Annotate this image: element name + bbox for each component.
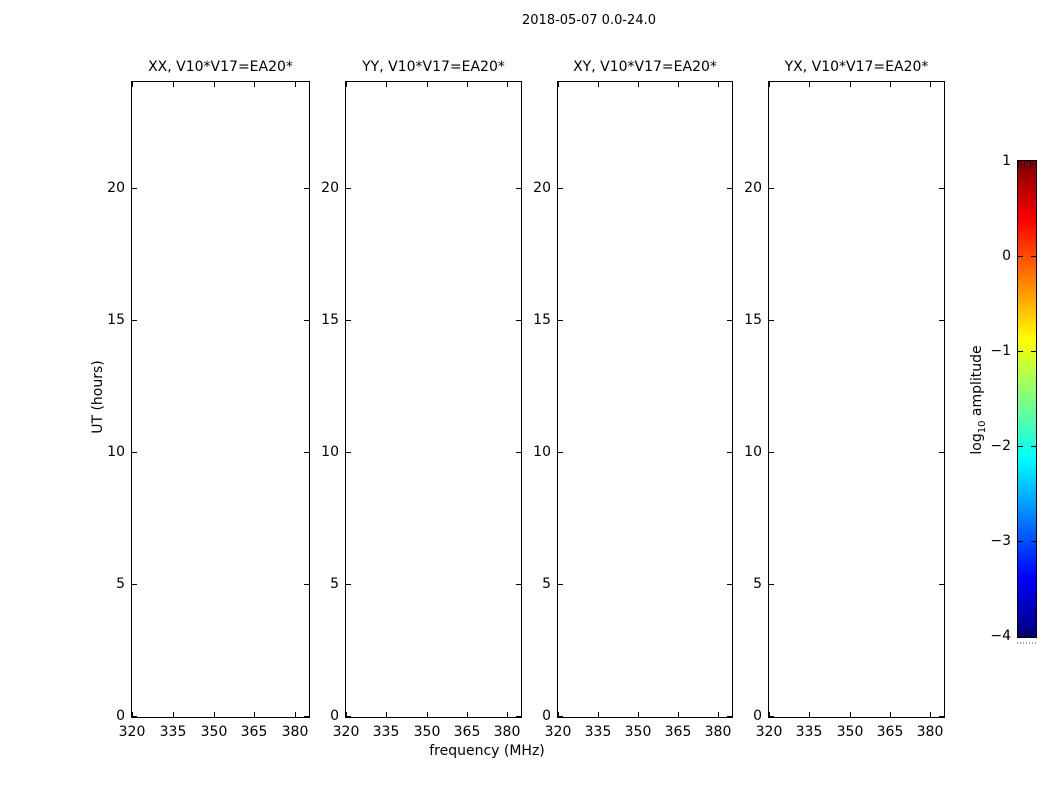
x-tick [295, 82, 296, 87]
colorbar-tick-label: −4 [990, 628, 1011, 644]
colorbar-tick-label: −3 [990, 533, 1011, 549]
x-tick [173, 712, 174, 717]
x-tick-label: 380 [916, 724, 944, 740]
y-tick [558, 452, 563, 453]
y-tick-label: 20 [533, 180, 551, 196]
x-tick [132, 82, 133, 87]
y-tick [939, 716, 944, 717]
y-tick-label: 5 [753, 576, 762, 592]
x-tick [386, 82, 387, 87]
y-tick [939, 452, 944, 453]
y-tick-label: 0 [753, 708, 762, 724]
y-tick-label: 20 [107, 180, 125, 196]
figure-title: 2018-05-07 0.0-24.0 [522, 13, 656, 28]
y-tick [132, 716, 137, 717]
heatmap-panel-xx [131, 81, 310, 718]
colorbar-extend-dots [1017, 642, 1037, 644]
y-tick-label: 5 [116, 576, 125, 592]
panel-title: YX, V10*V17=EA20* [784, 59, 929, 75]
x-tick [467, 712, 468, 717]
x-tick [214, 712, 215, 717]
y-tick [558, 584, 563, 585]
panel-title: XX, V10*V17=EA20* [148, 59, 293, 75]
x-tick [678, 712, 679, 717]
colorbar-tick [1018, 256, 1023, 257]
x-tick [507, 712, 508, 717]
y-tick-label: 20 [744, 180, 762, 196]
x-tick [769, 82, 770, 87]
y-tick [132, 584, 137, 585]
heatmap-panel-yx [768, 81, 945, 718]
x-tick-label: 365 [240, 724, 268, 740]
x-tick-label: 335 [795, 724, 823, 740]
colorbar-tick-label: −2 [990, 438, 1011, 454]
y-axis-label: UT (hours) [90, 360, 106, 434]
x-tick [295, 712, 296, 717]
colorbar-tick-label: −1 [990, 343, 1011, 359]
x-tick-label: 335 [159, 724, 187, 740]
panel-title: XY, V10*V17=EA20* [573, 59, 717, 75]
x-tick [718, 712, 719, 717]
x-tick [427, 82, 428, 87]
x-tick [346, 82, 347, 87]
y-tick-label: 0 [542, 708, 551, 724]
y-tick-label: 10 [533, 444, 551, 460]
y-tick-label: 0 [330, 708, 339, 724]
x-tick-label: 320 [118, 724, 146, 740]
y-tick [769, 584, 774, 585]
x-tick-label: 365 [453, 724, 481, 740]
x-tick-label: 350 [836, 724, 864, 740]
x-tick [467, 82, 468, 87]
colorbar-tick-label: 1 [1002, 153, 1011, 169]
y-tick-label: 15 [533, 312, 551, 328]
x-tick-label: 350 [624, 724, 652, 740]
x-axis-label: frequency (MHz) [429, 743, 545, 759]
colorbar-tick [1031, 541, 1036, 542]
y-tick [558, 320, 563, 321]
x-tick [173, 82, 174, 87]
x-tick-label: 320 [332, 724, 360, 740]
x-tick-label: 335 [372, 724, 400, 740]
x-tick [890, 82, 891, 87]
x-tick [214, 82, 215, 87]
x-tick [850, 82, 851, 87]
y-tick [939, 188, 944, 189]
x-tick [386, 712, 387, 717]
y-tick [132, 188, 137, 189]
colorbar-label-suffix: amplitude [969, 345, 985, 421]
colorbar-end-hatch [1018, 630, 1036, 637]
y-tick [939, 320, 944, 321]
colorbar-label-subscript: 10 [976, 420, 988, 434]
x-tick [850, 712, 851, 717]
colorbar-end-hatch [1018, 161, 1036, 168]
colorbar-tick [1031, 446, 1036, 447]
colorbar [1017, 160, 1037, 638]
x-tick [638, 712, 639, 717]
heatmap-panel-xy [557, 81, 733, 718]
y-tick-label: 15 [107, 312, 125, 328]
x-tick [930, 712, 931, 717]
x-tick [930, 82, 931, 87]
x-tick-label: 365 [664, 724, 692, 740]
x-tick-label: 350 [200, 724, 228, 740]
y-tick-label: 10 [107, 444, 125, 460]
x-tick-label: 380 [281, 724, 309, 740]
x-tick [427, 712, 428, 717]
x-tick-label: 365 [876, 724, 904, 740]
y-tick [769, 716, 774, 717]
y-tick [769, 452, 774, 453]
x-tick [809, 712, 810, 717]
y-tick [769, 320, 774, 321]
colorbar-tick [1018, 446, 1023, 447]
colorbar-tick [1018, 351, 1023, 352]
colorbar-tick [1018, 541, 1023, 542]
y-tick-label: 10 [321, 444, 339, 460]
x-tick-label: 320 [755, 724, 783, 740]
y-tick [558, 188, 563, 189]
y-tick-label: 0 [116, 708, 125, 724]
y-tick-label: 20 [321, 180, 339, 196]
x-tick-label: 380 [493, 724, 521, 740]
y-tick-label: 15 [744, 312, 762, 328]
y-tick-label: 15 [321, 312, 339, 328]
x-tick [254, 712, 255, 717]
colorbar-label-prefix: log [969, 433, 985, 455]
y-tick-label: 5 [542, 576, 551, 592]
x-tick [890, 712, 891, 717]
heatmap-panel-yy [345, 81, 522, 718]
y-tick [558, 716, 563, 717]
x-tick [558, 82, 559, 87]
y-tick [346, 188, 351, 189]
y-tick [769, 188, 774, 189]
x-tick [809, 82, 810, 87]
panel-title: YY, V10*V17=EA20* [362, 59, 505, 75]
x-tick [678, 82, 679, 87]
y-tick [939, 584, 944, 585]
y-tick [346, 716, 351, 717]
y-tick-label: 10 [744, 444, 762, 460]
colorbar-tick [1031, 256, 1036, 257]
y-tick-label: 5 [330, 576, 339, 592]
colorbar-label [968, 320, 986, 480]
y-tick [346, 320, 351, 321]
y-tick [346, 584, 351, 585]
x-tick [598, 82, 599, 87]
x-tick-label: 350 [413, 724, 441, 740]
colorbar-tick [1031, 351, 1036, 352]
y-tick [132, 320, 137, 321]
x-tick [638, 82, 639, 87]
y-tick [346, 452, 351, 453]
colorbar-tick-label: 0 [1002, 248, 1011, 264]
x-tick-label: 320 [544, 724, 572, 740]
y-tick [132, 452, 137, 453]
x-tick [507, 82, 508, 87]
x-tick-label: 335 [584, 724, 612, 740]
x-tick [598, 712, 599, 717]
x-tick-label: 380 [704, 724, 732, 740]
x-tick [718, 82, 719, 87]
x-tick [254, 82, 255, 87]
